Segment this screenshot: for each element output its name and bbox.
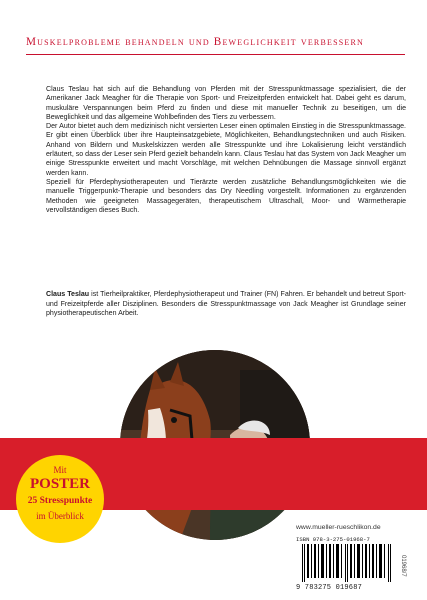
description-block xyxy=(46,85,406,215)
description-paragraph-1: Claus Teslau hat sich auf die Behandlung von Pferden mit der Stresspunktmassage spezialisiert, die der Amerikaner Jack Meagher für die Therapie von Sport- und Freizeitpferden entwickelt hat. Dabei geht es darum, muskuläre Verspannungen beim Pferd zu finden und diese mit manueller Technik zu beseitigen, um die Beweglichkeit und das allgemeine Wohlbefinden des Tiers zu verbessern. xyxy=(46,86,406,121)
barcode-digits: 9 783275 019687 xyxy=(296,584,363,592)
title-divider xyxy=(26,54,405,55)
description-paragraph-2: Der Autor bietet auch dem medizinisch nicht versierten Leser einen optimalen Einstieg in die Stresspunktmassage. Er gibt einen Überblick über ihre Haupteinsatzgebiete, Möglichkeiten, Behandlungstechniken und auch Risiken. Anhand von Bildern und Muskelskizzen werden alle Stresspunkte und ihre Lokalisierung leicht verständlich erläutert, so dass der Leser sein Pferd gezielt behandeln kann. Claus Teslau hat das System von Jack Meagher um einige Stresspunkte erweitert und macht Vorschläge, mit welchen Dehnübungen die Massage sinnvoll ergänzt werden kann. xyxy=(46,123,406,177)
isbn-text: ISBN 978-3-275-01968-7 xyxy=(296,536,370,543)
description-paragraph-3: Speziell für Pferdephysiotherapeuten und Tierärzte werden zusätzliche Behandlungsmöglichkeiten wie die manuelle Triggerpunkt-Therapie und besonders das Dry Needling vorgestellt. Informationen zu ergänzenden Methoden wie geeigneten Massagegeräten, therapeutischem Ultraschall, Moor- und Wärmetherapie vervollständigen dieses Buch. xyxy=(46,178,406,214)
poster-badge xyxy=(16,455,104,543)
headline-container xyxy=(26,36,405,48)
badge-line-1: Mit xyxy=(53,465,67,475)
barcode-block xyxy=(296,536,401,594)
author-name: Claus Teslau xyxy=(46,291,90,298)
page-title: Muskelprobleme behandeln und Beweglichkeit verbessern xyxy=(26,36,364,48)
barcode-icon xyxy=(302,544,394,582)
cover-top-strip xyxy=(0,0,427,30)
side-code: 01968/7 xyxy=(400,555,406,577)
badge-line-3: 25 Stresspunkte xyxy=(27,496,93,506)
badge-line-2: POSTER xyxy=(29,476,90,492)
author-bio xyxy=(46,290,406,319)
publisher-url: www.mueller-rueschlikon.de xyxy=(296,524,381,531)
author-bio-text: ist Tierheilpraktiker, Pferdephysiotherapeut und Trainer (FN) Fahren. Er behandelt und betreut Sport- und Freizeitpferde aller Disziplinen. Besonders die Stresspunktmassage von Jack Meagher ist Grundlage seiner physiotherapeutischen Arbeit. xyxy=(46,291,406,318)
badge-line-4: im Überblick xyxy=(36,511,84,521)
